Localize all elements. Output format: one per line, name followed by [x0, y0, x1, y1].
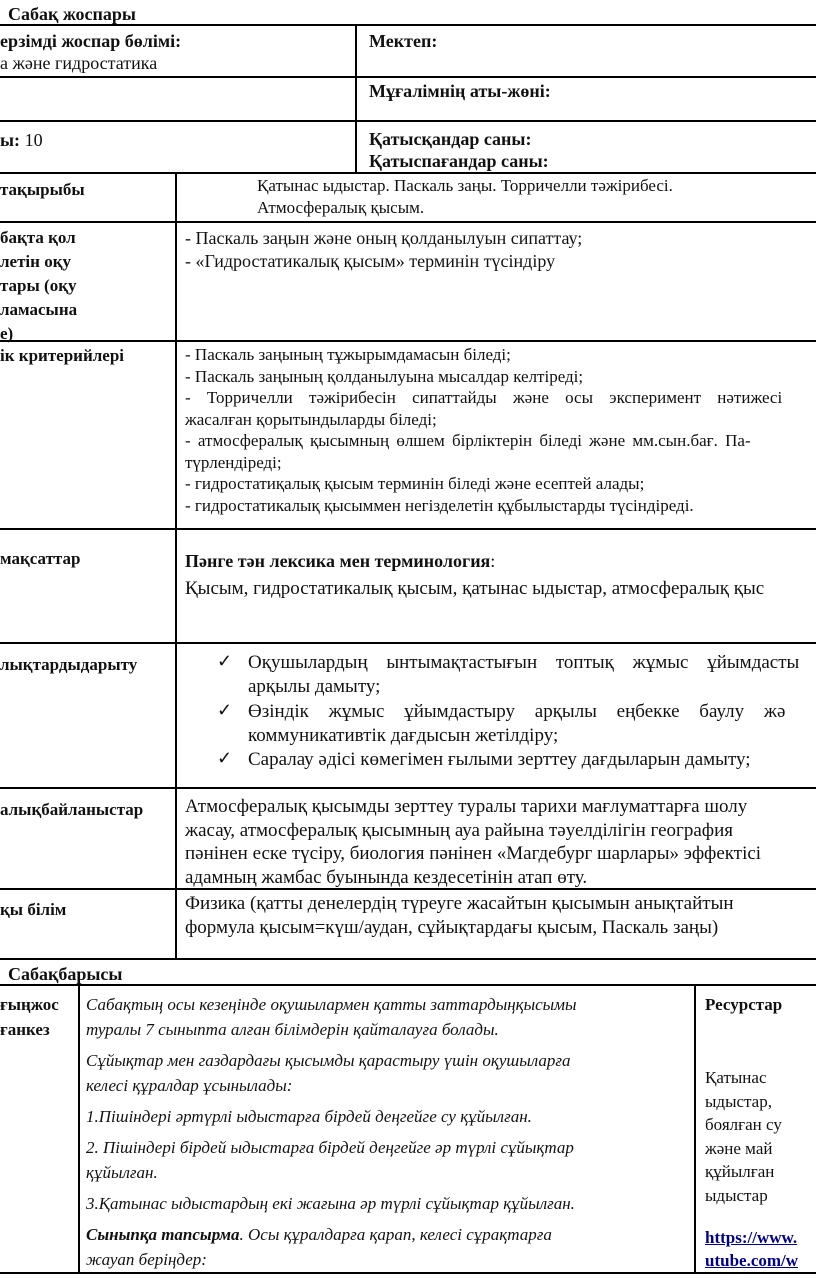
grade-field	[0, 128, 43, 152]
stage-label-line: ғыңжос	[0, 995, 59, 1014]
stage-label-line: ғанкез	[0, 1020, 50, 1039]
page-title: Сабақ жоспары	[8, 4, 136, 24]
criteria-list	[185, 344, 816, 516]
resource-line: құйылған	[705, 1162, 775, 1181]
plan-paragraph-line: келесі құралдар ұсынылады:	[86, 1076, 293, 1095]
rule	[0, 958, 816, 960]
rule	[0, 221, 816, 223]
criteria-label: ік критерийлері	[0, 346, 125, 365]
resource-line: ыдыстар,	[705, 1091, 772, 1111]
resources-list	[705, 1066, 782, 1207]
value-item-line: арқылы дамыту;	[248, 676, 381, 697]
objectives-label-line: е)	[0, 324, 14, 343]
terminology-heading	[185, 549, 495, 573]
resource-line: ыдыстар	[705, 1185, 768, 1205]
objective-item: - «Гидростатикалық қысым» терминін түсіндіру	[185, 251, 556, 271]
cross-line: адамның жамбас буынында кездесетінін атап өту.	[185, 866, 588, 888]
stage-label	[0, 992, 59, 1042]
plan-paragraph-line: жауап беріңдер:	[86, 1250, 207, 1269]
rule	[694, 984, 696, 1274]
criteria-line: - Паскаль заңының қолданылуына мысалдар келтіреді;	[185, 366, 584, 386]
task-label: Сыныпқа тапсырма	[86, 1225, 240, 1244]
objectives-label-line: ламасына	[0, 300, 78, 319]
check-icon: ✓	[217, 700, 233, 720]
topic-label: тақырыбы	[0, 180, 85, 199]
rule	[0, 76, 816, 78]
resource-link-line[interactable]: utube.com/w	[705, 1251, 799, 1270]
value-item-line: Саралау әдісі көмегімен ғылыми зерттеу дағдыларын дамыту;	[248, 749, 751, 770]
rule	[0, 120, 816, 122]
criteria-line: - гидростатиқалық қысым терминін біледі және есептей алады;	[185, 474, 645, 493]
resource-line: Қатынас	[705, 1068, 767, 1087]
check-icon: ✓	[217, 748, 233, 768]
objectives-label	[0, 226, 170, 346]
absent-label: Қатыспағандар саны:	[369, 151, 549, 171]
cross-line: жасау, атмосфералық қысымның ауа райына тәуелділігін география	[185, 819, 733, 841]
objectives-label-line: летін оқу	[0, 252, 71, 271]
rule	[0, 787, 816, 789]
terminology-colon: :	[490, 551, 496, 571]
resource-line: және май	[705, 1138, 773, 1158]
language-label: мақсаттар	[0, 549, 81, 568]
terminology-terms: Қысым, гидростатикалық қысым, қатынас ыдыстар, атмосфералық қыс	[185, 578, 765, 599]
objectives-label-line: тары (оқу	[0, 276, 77, 295]
prior-line: Физика (қатты денелердің түреуге жасайтын қысымын анықтайтын	[185, 893, 734, 914]
rule	[355, 24, 357, 172]
cross-label: алықбайланыстар	[0, 800, 144, 819]
value-item-line: коммуникативтік дағдысын жетілдіру;	[248, 725, 559, 746]
criteria-line: - Паскаль заңының тұжырымдамасын біледі;	[185, 345, 511, 364]
values-label: лықтардыдарыту	[0, 655, 138, 674]
plan-title: Сабақбарысы	[8, 964, 123, 984]
cross-text	[185, 795, 761, 889]
section-label: ерзімді жоспар бөлімі:	[0, 31, 182, 51]
plan-paragraph-line: Сұйықтар мен газдардағы қысымды қарастыру үшін оқушыларға	[86, 1051, 571, 1070]
rule	[175, 172, 177, 958]
objective-item: - Паскаль заңын және оның қолданылуын сипаттау;	[185, 228, 583, 248]
criteria-line: жасалған қорытындыларды біледі;	[185, 409, 437, 429]
rule	[78, 984, 80, 1274]
plan-paragraph-line: Сабақтың осы кезеңінде оқушылармен қатты заттардыңқысымы	[86, 995, 577, 1014]
criteria-line: - Торричелли тәжірибесін сипаттайды және осы эксперимент нәтижесі	[185, 388, 783, 407]
prior-line: формула қысым=күш/аудан, сұйықтардағы қысым, Паскаль заңы)	[185, 917, 719, 938]
rule	[0, 528, 816, 530]
plan-content	[86, 992, 686, 1272]
cross-line: пәнінен еске түсіру, биология пәнінен «Магдебург шарлары» эффектісі	[185, 843, 762, 864]
school-label: Мектеп:	[369, 31, 438, 51]
present-label: Қатысқандар саны:	[369, 129, 532, 149]
grade-value: 10	[24, 130, 43, 150]
plan-paragraph-line: 2. Пішіндері бірдей ыдыстарға бірдей деңгейге әр түрлі сұйықтар	[86, 1138, 574, 1157]
task-text: . Осы құралдарға қарап, келесі сұрақтарға	[239, 1225, 552, 1244]
teacher-label: Мұғалімнің аты-жөні:	[369, 81, 551, 101]
terminology-heading-text: Пәнге тән лексика мен терминология	[185, 551, 491, 571]
topic-line: Қатынас ыдыстар. Паскаль заңы. Торричелли тәжірибесі.	[257, 176, 673, 195]
section-value: а және гидростатика	[0, 53, 158, 73]
plan-paragraph-line: құйылған.	[86, 1163, 158, 1182]
criteria-line: - атмосфералық қысымның өлшем бірліктерін біледі және мм.сын.бағ. Па-	[185, 431, 751, 450]
resource-link[interactable]	[705, 1226, 798, 1272]
value-item-line: Өзіндік жұмыс ұйымдастыру арқылы еңбекке баулу жә	[248, 701, 786, 722]
cross-line: Атмосфералық қысымды зерттеу туралы тарихи мағлуматтарға шолу	[185, 796, 748, 817]
resources-label: Ресурстар	[705, 995, 783, 1014]
criteria-line: - гидростатикалық қысыммен негізделетін құбылыстарды түсіндіреді.	[185, 495, 694, 515]
grade-label: ы:	[0, 130, 21, 150]
prior-label: қы білім	[0, 900, 67, 919]
plan-paragraph-line: 1.Пішіндері әртүрлі ыдыстарға бірдей деңгейге су құйылған.	[86, 1107, 532, 1126]
objectives-label-line: бақта қол	[0, 228, 76, 247]
plan-paragraph-line: 3.Қатынас ыдыстардың екі жағына әр түрлі сұйықтар құйылған.	[86, 1194, 575, 1213]
resource-line: боялған су	[705, 1115, 782, 1134]
rule	[0, 642, 816, 644]
check-icon: ✓	[217, 651, 233, 671]
plan-paragraph-line: туралы 7 сыныпта алған білімдерін қайталауға болады.	[86, 1020, 499, 1039]
criteria-line: түрлендіреді;	[185, 452, 282, 472]
task-line	[86, 1222, 686, 1247]
value-item-line: Оқушылардың ынтымақтастығын топтық жұмыс ұйымдасты	[248, 652, 800, 673]
prior-text	[185, 892, 734, 940]
resource-link-line[interactable]: https://www.	[705, 1228, 798, 1247]
topic-line: Атмосфералық қысым.	[257, 198, 425, 217]
